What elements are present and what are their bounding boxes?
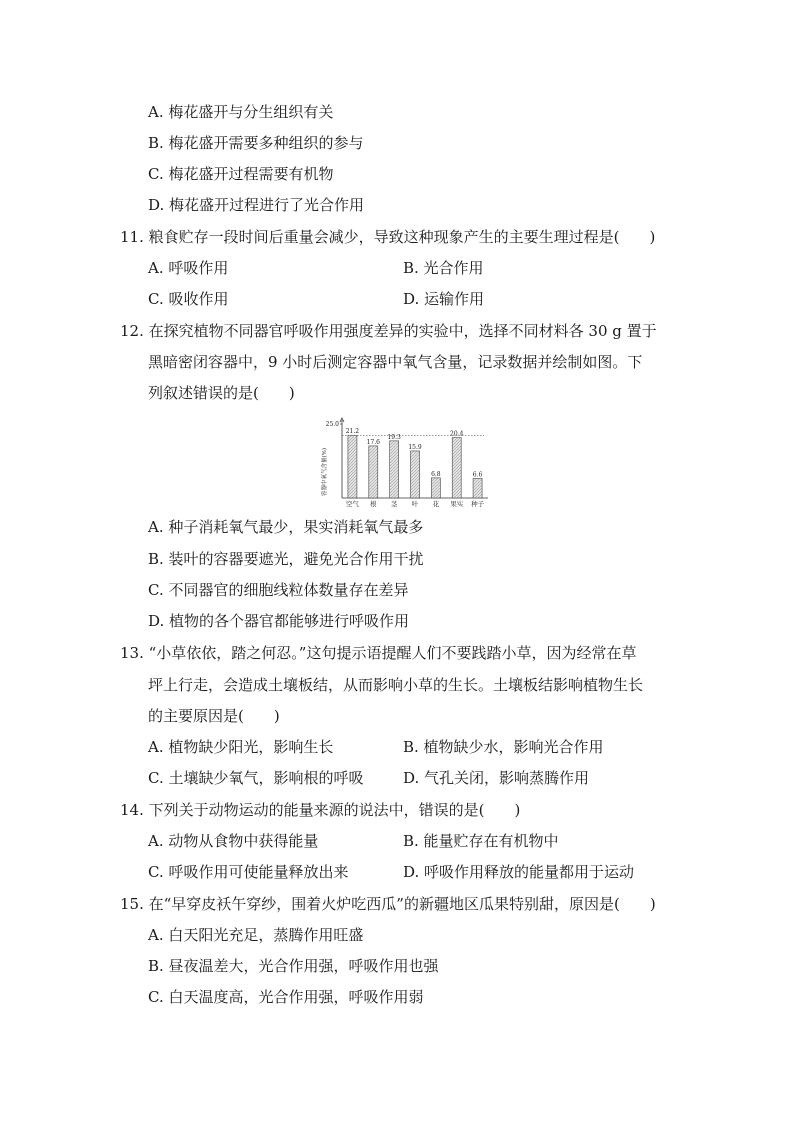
- bar-value-label-6: 6.6: [472, 471, 483, 479]
- q12-stem-line-3: 列叙述错误的是( ): [148, 384, 295, 402]
- q13-stem-line-3: 的主要原因是( ): [148, 707, 280, 725]
- bar-value-label-5: 20.4: [450, 430, 464, 438]
- q13-option-b: B. 植物缺少水，影响光合作用: [403, 738, 604, 756]
- q13-stem-line-1: 13. “小草依依，踏之何忍。”这句提示语提醒人们不要践踏小草，因为经常在草: [120, 644, 637, 662]
- q14-option-a: A. 动物从食物中获得能量: [148, 832, 319, 850]
- q12-option-a: A. 种子消耗氧气最少，果实消耗氧气最多: [148, 518, 424, 536]
- q11-stem: 11. 粮食贮存一段时间后重量会减少，导致这种现象产生的主要生理过程是( ): [120, 228, 656, 246]
- oxygen-bar-chart: [306, 412, 492, 510]
- q10-option-c: C. 梅花盛开过程需要有机物: [148, 165, 334, 183]
- category-label-4: 花: [432, 500, 440, 508]
- bar-1: [369, 446, 378, 498]
- q14-option-c: C. 呼吸作用可使能量释放出来: [148, 863, 349, 881]
- bar-2: [390, 441, 399, 498]
- bar-value-label-2: 19.3: [387, 433, 401, 441]
- q15-option-a: A. 白天阳光充足，蒸腾作用旺盛: [148, 926, 364, 944]
- category-label-6: 种子: [471, 500, 485, 508]
- bar-value-label-4: 6.8: [431, 470, 441, 478]
- category-label-1: 根: [370, 500, 377, 508]
- bar-value-label-3: 15.9: [408, 443, 422, 451]
- bar-value-label-0: 21.2: [345, 428, 360, 436]
- q12-stem-line-1: 12. 在探究植物不同器官呼吸作用强度差异的实验中，选择不同材料各 30 g 置于: [120, 322, 657, 340]
- q11-option-d: D. 运输作用: [403, 290, 485, 308]
- q10-option-a: A. 梅花盛开与分生组织有关: [148, 103, 334, 121]
- y-axis-label: 容器中氧气含量(%): [322, 447, 328, 496]
- category-label-0: 空气: [345, 500, 359, 508]
- q10-option-d: D. 梅花盛开过程进行了光合作用: [148, 196, 365, 214]
- y-tick-label: 25.0: [325, 421, 339, 428]
- bar-0: [348, 435, 357, 498]
- q12-stem-line-2: 黑暗密闭容器中，9 小时后测定容器中氧气含量，记录数据并绘制如图。下: [148, 353, 643, 371]
- bar-4: [431, 478, 440, 498]
- q12-option-b: B. 装叶的容器要遮光，避免光合作用干扰: [148, 550, 424, 568]
- bar-5: [452, 438, 461, 498]
- q14-option-d: D. 呼吸作用释放的能量都用于运动: [403, 863, 635, 881]
- category-label-2: 茎: [390, 500, 398, 508]
- q13-option-a: A. 植物缺少阳光，影响生长: [148, 738, 334, 756]
- q14-stem: 14. 下列关于动物运动的能量来源的说法中，错误的是( ): [120, 801, 521, 819]
- q13-option-d: D. 气孔关闭，影响蒸腾作用: [403, 769, 590, 787]
- q15-option-c: C. 白天温度高，光合作用强，呼吸作用弱: [148, 988, 424, 1006]
- bar-value-label-1: 17.6: [366, 438, 380, 446]
- q11-option-c: C. 吸收作用: [148, 290, 229, 308]
- bar-3: [411, 451, 420, 498]
- q10-option-b: B. 梅花盛开需要多种组织的参与: [148, 134, 364, 152]
- q15-option-b: B. 昼夜温差大，光合作用强，呼吸作用也强: [148, 957, 439, 975]
- bar-6: [473, 478, 482, 498]
- q12-option-c: C. 不同器官的细胞线粒体数量存在差异: [148, 581, 409, 599]
- q13-option-c: C. 土壤缺少氧气，影响根的呼吸: [148, 769, 364, 787]
- category-label-5: 果实: [450, 500, 464, 508]
- q11-option-b: B. 光合作用: [403, 259, 484, 277]
- q14-option-b: B. 能量贮存在有机物中: [403, 832, 559, 850]
- q12-option-d: D. 植物的各个器官都能够进行呼吸作用: [148, 612, 410, 630]
- q11-option-a: A. 呼吸作用: [148, 259, 229, 277]
- category-label-3: 叶: [411, 500, 419, 508]
- q13-stem-line-2: 坪上行走，会造成土壤板结，从而影响小草的生长。土壤板结影响植物生长: [148, 676, 644, 694]
- q15-stem: 15. 在“早穿皮袄午穿纱，围着火炉吃西瓜”的新疆地区瓜果特别甜，原因是( ): [120, 895, 656, 913]
